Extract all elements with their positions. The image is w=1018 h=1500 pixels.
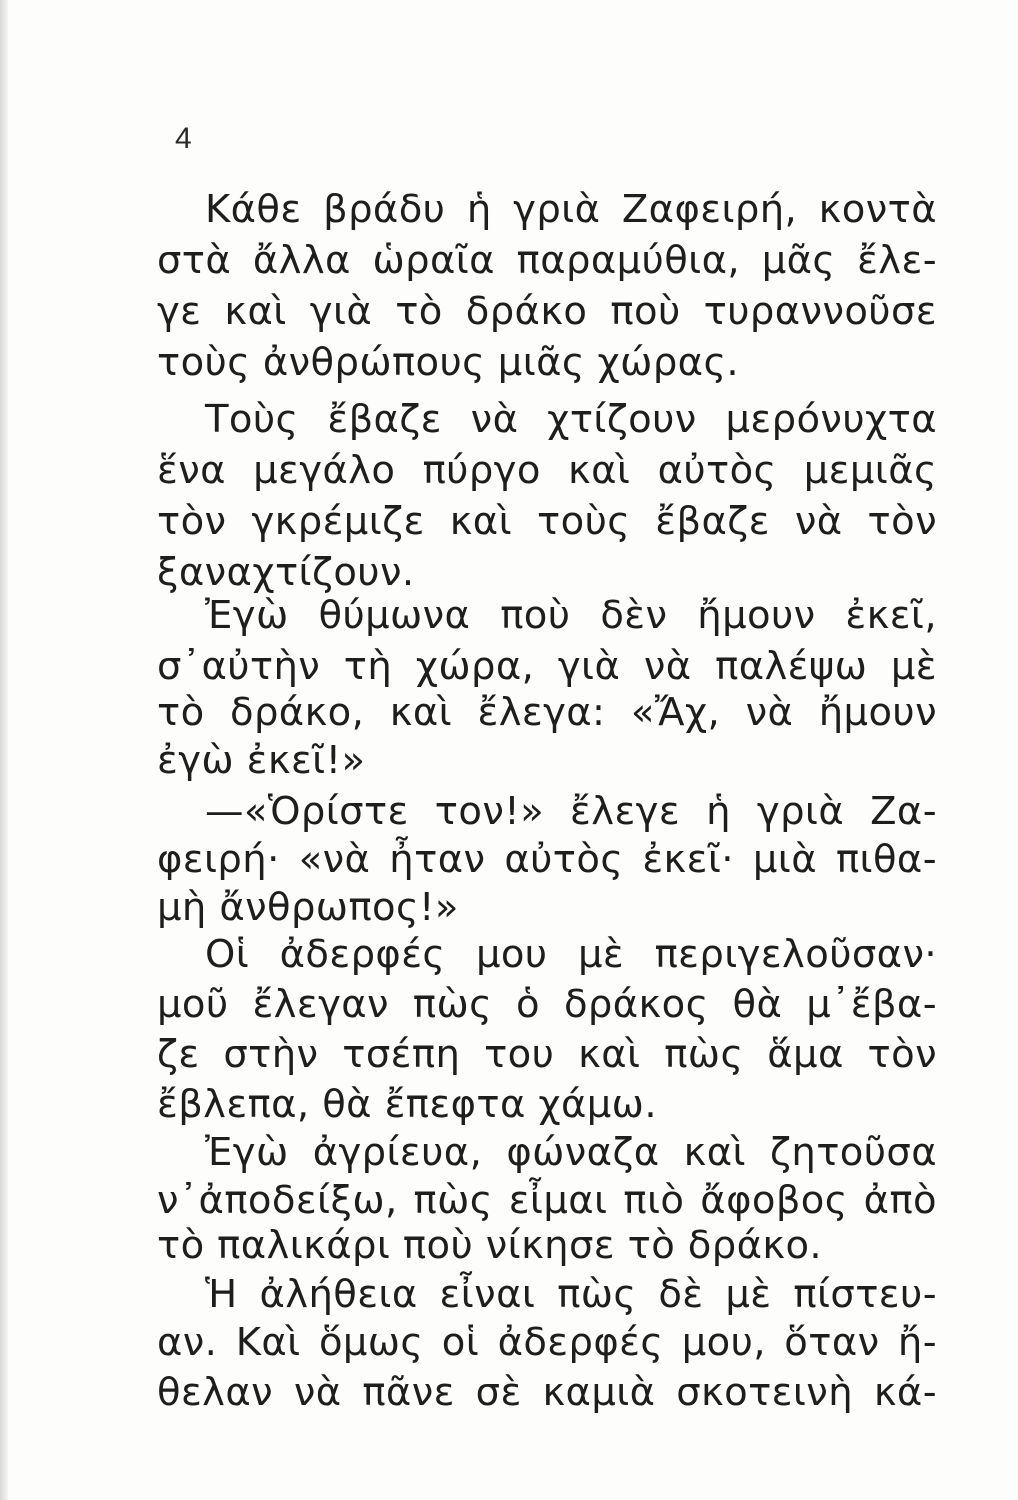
text-line: Τοὺς ἔβαζε νὰ χτίζουν μερόνυχτα — [205, 397, 937, 442]
text-line: ν᾽ἀποδείξω, πὼς εἶμαι πιὸ ἄφοβος ἀπὸ — [157, 1178, 937, 1223]
text-line: Κάθε βράδυ ἡ γριὰ Ζαφειρή, κοντὰ — [205, 187, 937, 232]
text-line: αν. Καὶ ὅμως οἱ ἀδερφές μου, ὅταν ἤ- — [157, 1320, 937, 1365]
text-line: τὸ παλικάρι ποὺ νίκησε τὸ δράκο. — [157, 1223, 823, 1268]
text-line: ζε στὴν τσέπη του καὶ πὼς ἅμα τὸν — [157, 1032, 937, 1077]
text-line: σ᾽αὐτὴν τὴ χώρα, γιὰ νὰ παλέψω μὲ — [157, 644, 937, 689]
text-line: γε καὶ γιὰ τὸ δράκο ποὺ τυραννοῦσε — [157, 289, 937, 334]
text-line: ἕνα μεγάλο πύργο καὶ αὐτὸς μεμιᾶς — [157, 448, 937, 493]
text-line: τὸν γκρέμιζε καὶ τοὺς ἔβαζε νὰ τὸν — [157, 499, 937, 544]
page-number: 4 — [175, 122, 192, 155]
text-line: Ἐγὼ ἀγρίευα, φώναζα καὶ ζητοῦσα — [205, 1130, 937, 1175]
text-line: στὰ ἄλλα ὡραῖα παραμύθια, μᾶς ἔλε- — [157, 238, 937, 283]
text-line: ἔβλεπα, θὰ ἔπεφτα χάμω. — [157, 1082, 657, 1127]
text-line: —«Ὁρίστε τον!» ἔλεγε ἡ γριὰ Ζα- — [205, 789, 937, 834]
text-line: τοὺς ἀνθρώπους μιᾶς χώρας. — [157, 340, 740, 385]
text-line: ξαναχτίζουν. — [157, 550, 415, 595]
text-line: ἐγὼ ἐκεῖ!» — [157, 738, 366, 783]
text-line: τὸ δράκο, καὶ ἔλεγα: «Ἄχ, νὰ ἤμουν — [157, 690, 937, 735]
text-line: φειρή· «νὰ ἦταν αὐτὸς ἐκεῖ· μιὰ πιθα- — [157, 837, 937, 882]
text-line: Ἐγὼ θύμωνα ποὺ δὲν ἤμουν ἐκεῖ, — [205, 593, 937, 638]
text-line: μοῦ ἔλεγαν πὼς ὁ δράκος θὰ μ᾽ἔβα- — [157, 982, 937, 1027]
text-line: Ἡ ἀλήθεια εἶναι πὼς δὲ μὲ πίστευ- — [205, 1272, 937, 1317]
text-line: μὴ ἄνθρωπος!» — [157, 885, 459, 930]
page-edge-shadow — [0, 0, 8, 1500]
text-line: θελαν νὰ πᾶνε σὲ καμιὰ σκοτεινὴ κά- — [157, 1370, 937, 1415]
text-line: Οἱ ἀδερφές μου μὲ περιγελοῦσαν· — [205, 932, 937, 977]
